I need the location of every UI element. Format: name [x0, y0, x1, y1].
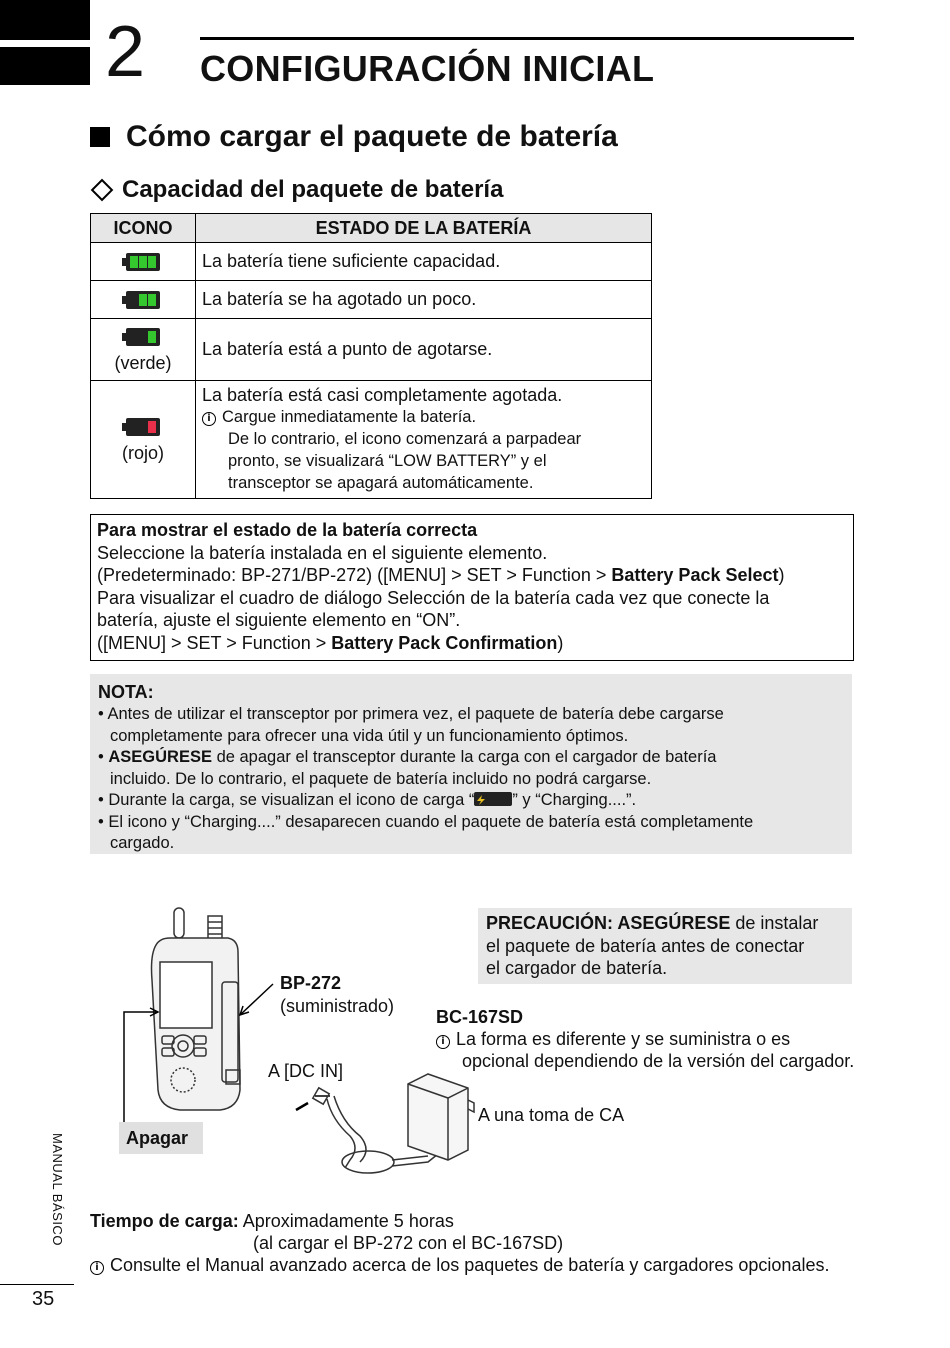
nota-text: completamente para ofrecer una vida útil y un funcionamiento óptimos. [110, 726, 629, 745]
nota-panel [90, 674, 852, 854]
list-item: • El icono y “Charging....” desaparecen cuando el paquete de batería está completamente cargado. [98, 812, 754, 852]
page-number: 35 [32, 1288, 55, 1310]
nota-text: de apagar el transceptor durante la carga con el cargador de batería [211, 748, 717, 766]
table-header-icon: ICONO [91, 214, 196, 243]
battery-two-bars-icon [126, 291, 160, 309]
charge-time [90, 1210, 454, 1233]
status-note: transceptor se apagará automáticamente. [228, 474, 534, 492]
chapter-number: 2 [105, 12, 146, 92]
info-icon: i [202, 412, 216, 426]
box-line: batería, ajuste el siguiente elemento en “ON”. [97, 610, 461, 631]
radio-screen [160, 962, 212, 1028]
nota-text: incluido. De lo contrario, el paquete de batería incluido no podrá cargarse. [110, 769, 652, 788]
list-item: • ASEGÚRESE de apagar el transceptor durante la carga con el cargador de batería incluido. De lo contrario, el paquete de batería incluido no podrá cargarse. [98, 748, 717, 788]
box-text: ) [778, 565, 785, 586]
chapter-tab-bottom [0, 47, 90, 85]
box-text: ([MENU] > SET > Function > [97, 632, 332, 653]
info-icon: i [90, 1261, 104, 1275]
page-rule [0, 1284, 74, 1285]
info-icon: i [436, 1035, 450, 1049]
bp272-label: BP-272 [280, 973, 342, 993]
ferrite-core [342, 1151, 394, 1173]
charge-time-detail: (al cargar el BP-272 con el BC-167SD) [253, 1233, 564, 1253]
status-text: La batería está casi completamente agotada. [202, 385, 563, 405]
list-item: • Durante la carga, se visualizan el icono de carga “ ” y “Charging....”. [98, 791, 637, 809]
box-text: ) [557, 632, 564, 653]
battery-table [90, 213, 652, 499]
nota-title: NOTA: [98, 682, 154, 702]
status-text: La batería está a punto de agotarse. [196, 319, 652, 381]
section-title: Cómo cargar el paquete de batería [126, 120, 618, 153]
charge-note [90, 1254, 829, 1277]
battery-pack-confirmation-term: Battery Pack Confirmation [331, 632, 558, 653]
bc167sd-label: BC-167SD [436, 1007, 524, 1027]
icon-caption: (rojo) [121, 442, 164, 463]
table-row [91, 243, 652, 281]
box-line [97, 564, 847, 587]
chapter-title: CONFIGURACIÓN INICIAL [200, 48, 655, 89]
nota-text: cargado. [110, 834, 175, 852]
nota-text: Durante la carga, se visualizan el icono de carga “ [108, 791, 475, 809]
nota-bold: ASEGÚRESE [108, 748, 212, 766]
nota-text: El icono y “Charging....” desaparecen cuando el paquete de batería está completamente [108, 812, 754, 831]
charge-time-label: Tiempo de carga: [90, 1211, 239, 1231]
charge-time-value: Aproximadamente 5 horas [242, 1211, 454, 1231]
subsection-heading [90, 176, 503, 204]
chapter-tab-top [0, 0, 90, 40]
box-line: Seleccione la batería instalada en el siguiente elemento. [97, 542, 548, 563]
caution-text: el cargador de batería. [486, 958, 668, 979]
charging-icon [474, 792, 512, 806]
nota-text: Antes de utilizar el transceptor por primera vez, el paquete de batería debe cargarse [107, 705, 724, 723]
bc167sd-note-2: opcional dependiendo de la versión del cargador. [462, 1051, 855, 1071]
subsection-title: Capacidad del paquete de batería [122, 176, 504, 203]
status-text: La batería se ha agotado un poco. [196, 281, 652, 319]
status-note: Cargue inmediatamente la batería. [222, 408, 477, 426]
box-text: (Predeterminado: BP-271/BP-272) ([MENU] > SET > Function > [97, 565, 612, 586]
caution-text: de instalar [730, 913, 819, 933]
square-bullet-icon [90, 127, 110, 147]
chapter-rule [200, 37, 854, 40]
status-note: De lo contrario, el icono comenzará a parpadear [228, 430, 582, 448]
box-line: Para visualizar el cuadro de diálogo Selección de la batería cada vez que conecte la [97, 587, 770, 608]
caution-bold: PRECAUCIÓN: ASEGÚRESE [486, 913, 731, 933]
diamond-bullet-icon [91, 179, 114, 202]
table-row [91, 281, 652, 319]
battery-one-bar-red-icon [126, 418, 160, 436]
bp272-sub: (suministrado) [280, 996, 395, 1016]
nota-text: ” y “Charging....”. [512, 791, 637, 809]
table-row [91, 381, 652, 499]
charge-note-text: Consulte el Manual avanzado acerca de los paquetes de batería y cargadores opcionales. [110, 1255, 830, 1275]
power-off-label: Apagar [119, 1122, 203, 1154]
battery-status-box [90, 514, 854, 661]
status-note: pronto, se visualizará “LOW BATTERY” y el [228, 452, 547, 470]
battery-pack-select-term: Battery Pack Select [611, 565, 779, 586]
table-header-status: ESTADO DE LA BATERÍA [196, 214, 652, 243]
dc-in-label: A [DC IN] [268, 1061, 344, 1081]
ac-outlet-label: A una toma de CA [478, 1105, 625, 1125]
section-heading [90, 120, 618, 154]
battery-one-bar-green-icon [126, 328, 160, 346]
caution-panel [478, 908, 852, 984]
battery-full-icon [126, 253, 160, 271]
radio-antenna [174, 908, 184, 938]
box-line [97, 632, 847, 655]
side-label: MANUAL BÁSICO [50, 1133, 65, 1246]
caution-text: el paquete de batería antes de conectar [486, 935, 805, 956]
icon-caption: (verde) [114, 352, 172, 373]
list-item: • Antes de utilizar el transceptor por primera vez, el paquete de batería debe cargarse completamente para ofrecer una vida útil y un funcionamiento óptimos. [98, 705, 724, 745]
table-row [91, 319, 652, 381]
bc-note-text: La forma es diferente y se suministra o es [456, 1029, 791, 1049]
bc167sd-note [436, 1028, 790, 1051]
status-text: La batería tiene suficiente capacidad. [196, 243, 652, 281]
box-title: Para mostrar el estado de la batería correcta [97, 520, 478, 540]
